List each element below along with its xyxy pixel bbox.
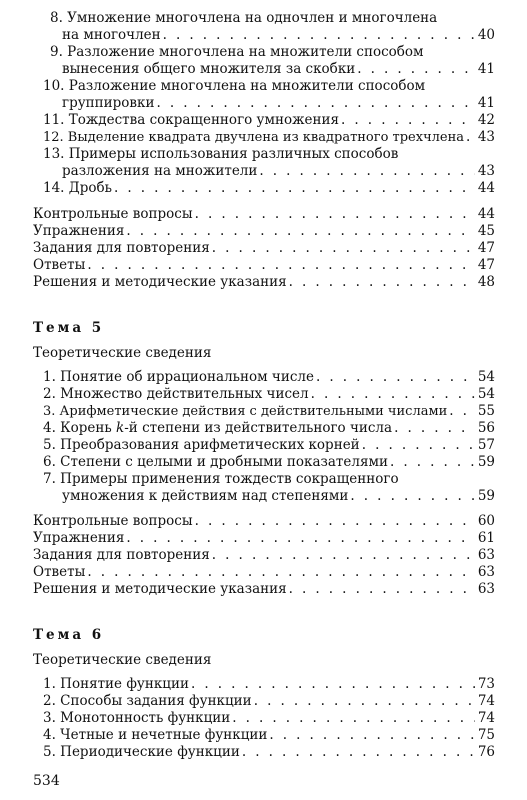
leader-dots [126,530,475,547]
toc-t5-section-answers[interactable]: Ответы . . . 63 [33,564,495,581]
toc-t5-section-exercises[interactable]: Упражнения . . . 61 [33,530,495,547]
toc-t5-item-6[interactable]: 6. Степени с целыми и дробными показателями . . . 59 [43,454,495,471]
toc-item-13[interactable] [62,163,495,180]
leader-dots [341,112,475,129]
toc-section-review-tasks[interactable]: Задания для повторения . . . 47 [33,240,495,257]
leader-dots [163,27,475,44]
toc-page-ref: 56 [477,420,495,436]
toc-page-ref: 75 [477,727,495,743]
toc-page-ref: 43 [477,129,495,145]
toc-item-10-line2: группировки [62,95,155,111]
toc-page-ref: 60 [477,513,495,529]
toc-t5-item-7-line1: 7. Примеры применения тождеств сокращенного [43,471,399,487]
toc-t5-item-5[interactable]: 5. Преобразования арифметических корней . . . 57 [43,437,495,454]
toc-page-ref: 59 [477,488,495,504]
leader-dots [311,386,475,403]
toc-item-8[interactable] [62,27,495,44]
toc-item-8-line2: на многочлен [62,27,161,43]
leader-dots [87,257,475,274]
toc-page-ref: 57 [477,437,495,453]
toc-section-control-questions[interactable]: Контрольные вопросы . . . 44 [33,206,495,223]
toc-section-answers[interactable]: Ответы . . . 47 [33,257,495,274]
leader-dots [242,744,475,761]
toc-t5-item-7[interactable]: умножения к действиям над степенями . . . 59 [62,488,495,505]
leader-dots [390,454,475,471]
page-number: 534 [33,773,60,789]
theme-6-heading: Тема 6 [33,627,105,643]
leader-dots [316,369,475,386]
leader-dots [126,223,475,240]
toc-page-ref: 45 [477,223,495,239]
toc-t6-item-1[interactable]: 1. Понятие функции . . . 73 [43,676,495,693]
leader-dots [156,95,475,112]
leader-dots [195,513,475,530]
toc-page-ref: 59 [477,454,495,470]
leader-dots [362,437,475,454]
toc-item-12[interactable]: 12. Выделение квадрата двучлена из квадратного трехчлена . . . 43 [43,129,495,146]
toc-page-ref: 54 [477,386,495,402]
toc-item-8-line1: 8. Умножение многочлена на одночлен и многочлена [50,10,438,26]
leader-dots [357,61,475,78]
leader-dots [232,710,475,727]
leader-dots [449,403,475,420]
toc-section-solutions[interactable]: Решения и методические указания . . . 48 [33,274,495,291]
toc-t5-section-solutions[interactable]: Решения и методические указания . . . 63 [33,581,495,598]
toc-page-ref: 63 [477,547,495,563]
toc-t5-item-3[interactable]: 3. Арифметические действия с действительными числами . . . 55 [43,403,495,420]
toc-t5-item-4[interactable]: 4. Корень k-й степени из действительного числа . . . 56 [43,420,495,437]
leader-dots [114,180,475,197]
toc-page-ref: 74 [477,710,495,726]
theme-5-heading: Тема 5 [33,320,105,336]
toc-page-ref: 73 [477,676,495,692]
toc-page-ref: 41 [477,95,495,111]
leader-dots [191,676,475,693]
toc-t5-item-1[interactable]: 1. Понятие об иррациональном числе . . . 54 [43,369,495,386]
toc-page-ref: 47 [477,257,495,273]
leader-dots [350,488,475,505]
toc-page-ref: 47 [477,240,495,256]
theme-5-subtitle: Теоретические сведения [33,345,212,361]
toc-page-ref: 76 [477,744,495,760]
toc-item-13-line1: 13. Примеры использования различных способов [43,146,399,162]
toc-item-11[interactable]: 11. Тождества сокращенного умножения . . . 42 [43,112,495,129]
toc-t5-item-2[interactable]: 2. Множество действительных чисел . . . 54 [43,386,495,403]
leader-dots [87,564,475,581]
toc-page-ref: 48 [477,274,495,290]
leader-dots [254,693,475,710]
theme-6-subtitle: Теоретические сведения [33,652,212,668]
toc-item-9-line1: 9. Разложение многочлена на множители способом [50,44,424,60]
toc-item-10[interactable] [62,95,495,112]
toc-item-13-line2: разложения на множители [62,163,258,179]
toc-page-ref: 74 [477,693,495,709]
leader-dots [195,206,475,223]
toc-page-ref: 55 [477,403,495,419]
leader-dots [212,240,475,257]
leader-dots [466,129,475,146]
toc-page-ref: 54 [477,369,495,385]
toc-t5-section-control-questions[interactable]: Контрольные вопросы . . . 60 [33,513,495,530]
toc-page-ref: 44 [477,206,495,222]
toc-page-ref: 42 [477,112,495,128]
leader-dots [289,274,475,291]
toc-page-ref: 63 [477,564,495,580]
toc-t6-item-3[interactable]: 3. Монотонность функции . . . 74 [43,710,495,727]
toc-t6-item-4[interactable]: 4. Четные и нечетные функции . . . 75 [43,727,495,744]
toc-item-14[interactable]: 14. Дробь . . . 44 [43,180,495,197]
leader-dots [259,163,475,180]
toc-page-ref: 44 [477,180,495,196]
toc-page-ref: 41 [477,61,495,77]
leader-dots [394,420,475,437]
toc-item-9[interactable] [62,61,495,78]
toc-section-exercises[interactable]: Упражнения . . . 45 [33,223,495,240]
toc-page-ref: 63 [477,581,495,597]
leader-dots [212,547,475,564]
toc-page-ref: 40 [477,27,495,43]
toc-page-ref: 61 [477,530,495,546]
toc-t6-item-5[interactable]: 5. Периодические функции . . . 76 [43,744,495,761]
toc-t5-section-review-tasks[interactable]: Задания для повторения . . . 63 [33,547,495,564]
toc-page-ref: 43 [477,163,495,179]
leader-dots [269,727,475,744]
toc-t6-item-2[interactable]: 2. Способы задания функции . . . 74 [43,693,495,710]
toc-item-10-line1: 10. Разложение многочлена на множители способом [43,78,426,94]
leader-dots [289,581,475,598]
toc-item-9-line2: вынесения общего множителя за скобки [62,61,356,77]
